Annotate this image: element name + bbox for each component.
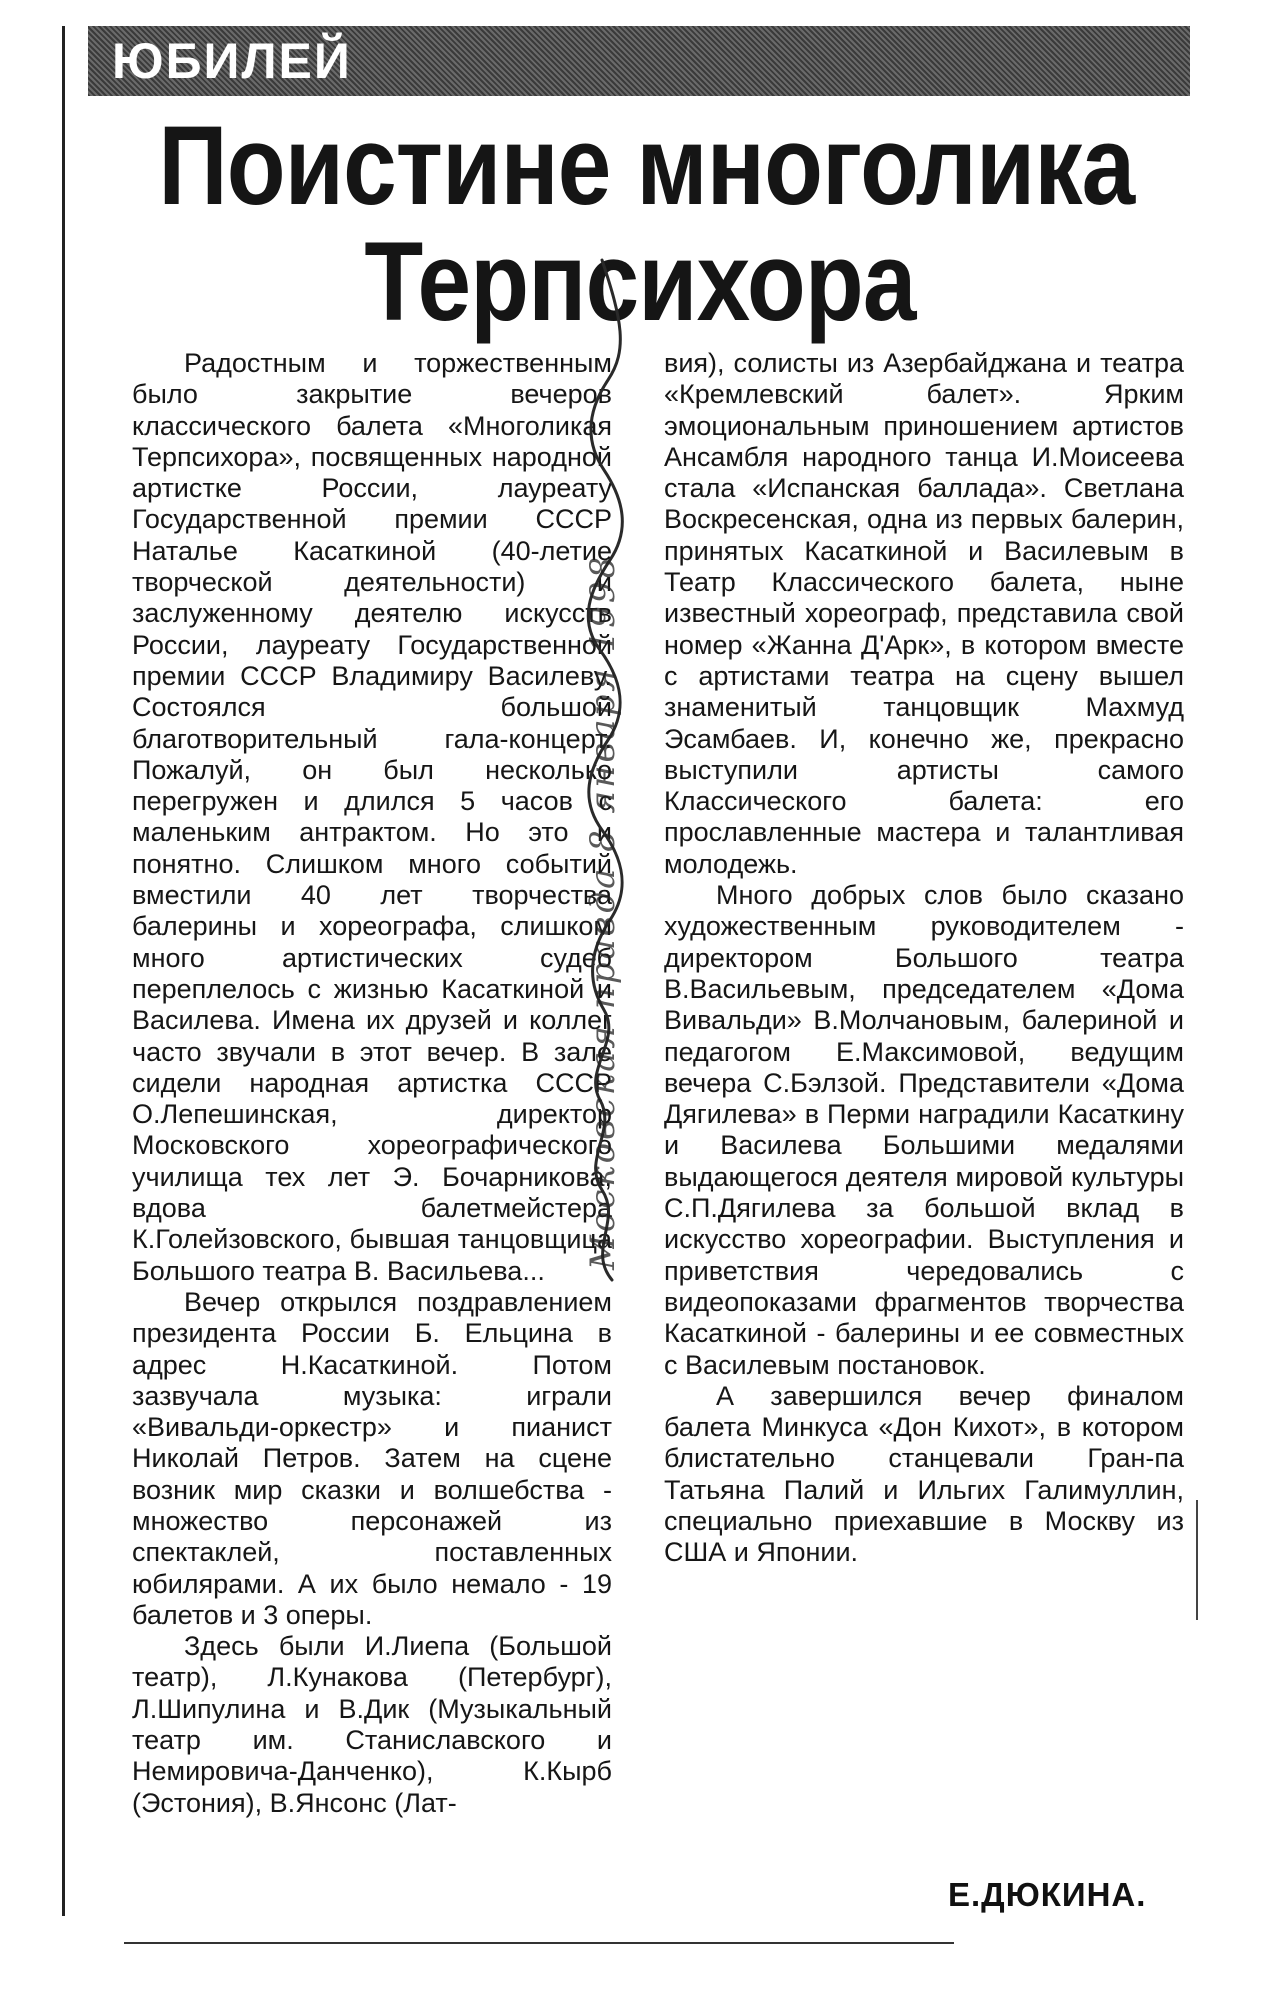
paragraph-3: Здесь были И.Лиепа (Большой театр), Л.Кунакова (Петербург), Л.Шипулина и В.Дик (Музыкальный театр им. Станиславского и Немировича-Данченко), К.Кырб (Эстония), В.Янсонс (Лат- bbox=[132, 1631, 612, 1818]
right-margin-mark bbox=[1196, 1500, 1198, 1620]
article-headline bbox=[158, 103, 1135, 344]
paragraph-2: Вечер открылся поздравлением президента России Б. Ельцина в адрес Н.Касаткиной. Потом зазвучала музыка: играли «Вивальди-оркестр» и пианист Николай Петров. Затем на сцене возник мир сказки и волшебства - множество персонажей из спектаклей, поставленных юбилярами. А их было немало - 19 балетов и 3 оперы. bbox=[132, 1286, 612, 1630]
headline-line-2: Терпсихора bbox=[364, 219, 916, 344]
headline-line-1: Поистине многолика bbox=[158, 103, 1135, 228]
handwritten-margin-note bbox=[582, 250, 628, 1290]
handwriting-text: Московская правда 8 января 1998 bbox=[583, 553, 623, 1270]
paragraph-6: А завершился вечер финалом балета Минкуса «Дон Кихот», в котором блистательно станцевали Гран-па Татьяна Палий и Ильгих Галимуллин, специально приехавшие в Москву из США и Японии. bbox=[664, 1380, 1184, 1568]
left-column-rule bbox=[62, 26, 65, 1916]
rubric-banner bbox=[88, 26, 1190, 96]
author-signature: Е.ДЮКИНА. bbox=[948, 1876, 1147, 1913]
bottom-rule bbox=[124, 1942, 954, 1944]
article-right-column bbox=[664, 348, 1184, 1569]
article-left-column bbox=[132, 348, 612, 1819]
paragraph-5: Много добрых слов было сказано художественным руководителем - директором Большого театра В.Васильевым, председателем «Дома Вивальди» В.Молчановым, балериной и педагогом Е.Максимовой, ведущим вечера С.Бэлзой. Представители «Дома Дягилева» в Перми наградили Касаткину и Василева Большими медалями выдающегося деятеля мировой культуры С.П.Дягилева за большой вклад в искусство хореографии. Выступления и приветствия чередовались с видеопоказами фрагментов творчества Касаткиной - балерины и ее совместных с Василевым постановок. bbox=[664, 880, 1184, 1380]
rubric-label: ЮБИЛЕЙ bbox=[112, 33, 352, 89]
paragraph-4: вия), солисты из Азербайджана и театра «Кремлевский балет». Ярким эмоциональным приношением артистов Ансамбля народного танца И.Моисеева стала «Испанская баллада». Светлана Воскресенская, одна из первых балерин, принятых Касаткиной и Василевым в Театр Классического балета, ныне известный хореограф, представила свой номер «Жанна Д'Арк», в котором вместе с артистами театра на сцену вышел знаменитый танцовщик Махмуд Эсамбаев. И, конечно же, прекрасно выступили артисты самого Классического балета: его прославленные мастера и талантливая молодежь. bbox=[664, 348, 1184, 879]
paragraph-1: Радостным и торжественным было закрытие вечеров классического балета «Многоликая Терпсихора», посвященных народной артистке России, лауреату Государственной премии СССР Наталье Касаткиной (40-летие творческой деятельности) и заслуженному деятелю искусств России, лауреату Государственной премии СССР Владимиру Василеву. Состоялся большой благотворительный гала-концерт. Пожалуй, он был несколько перегружен и длился 5 часов с маленьким антрактом. Но это и понятно. Слишком много событий вместили 40 лет творчества балерины и хореографа, слишком много артистических судеб переплелось с жизнью Касаткиной и Василева. Имена их друзей и коллег часто звучали в этот вечер. В зале сидели народная артистка СССР О.Лепешинская, директор Московского хореографического училища тех лет Э. Бочарникова, вдова балетмейстера К.Голейзовского, бывшая танцовщица Большого театра В. Васильева... bbox=[132, 348, 612, 1286]
